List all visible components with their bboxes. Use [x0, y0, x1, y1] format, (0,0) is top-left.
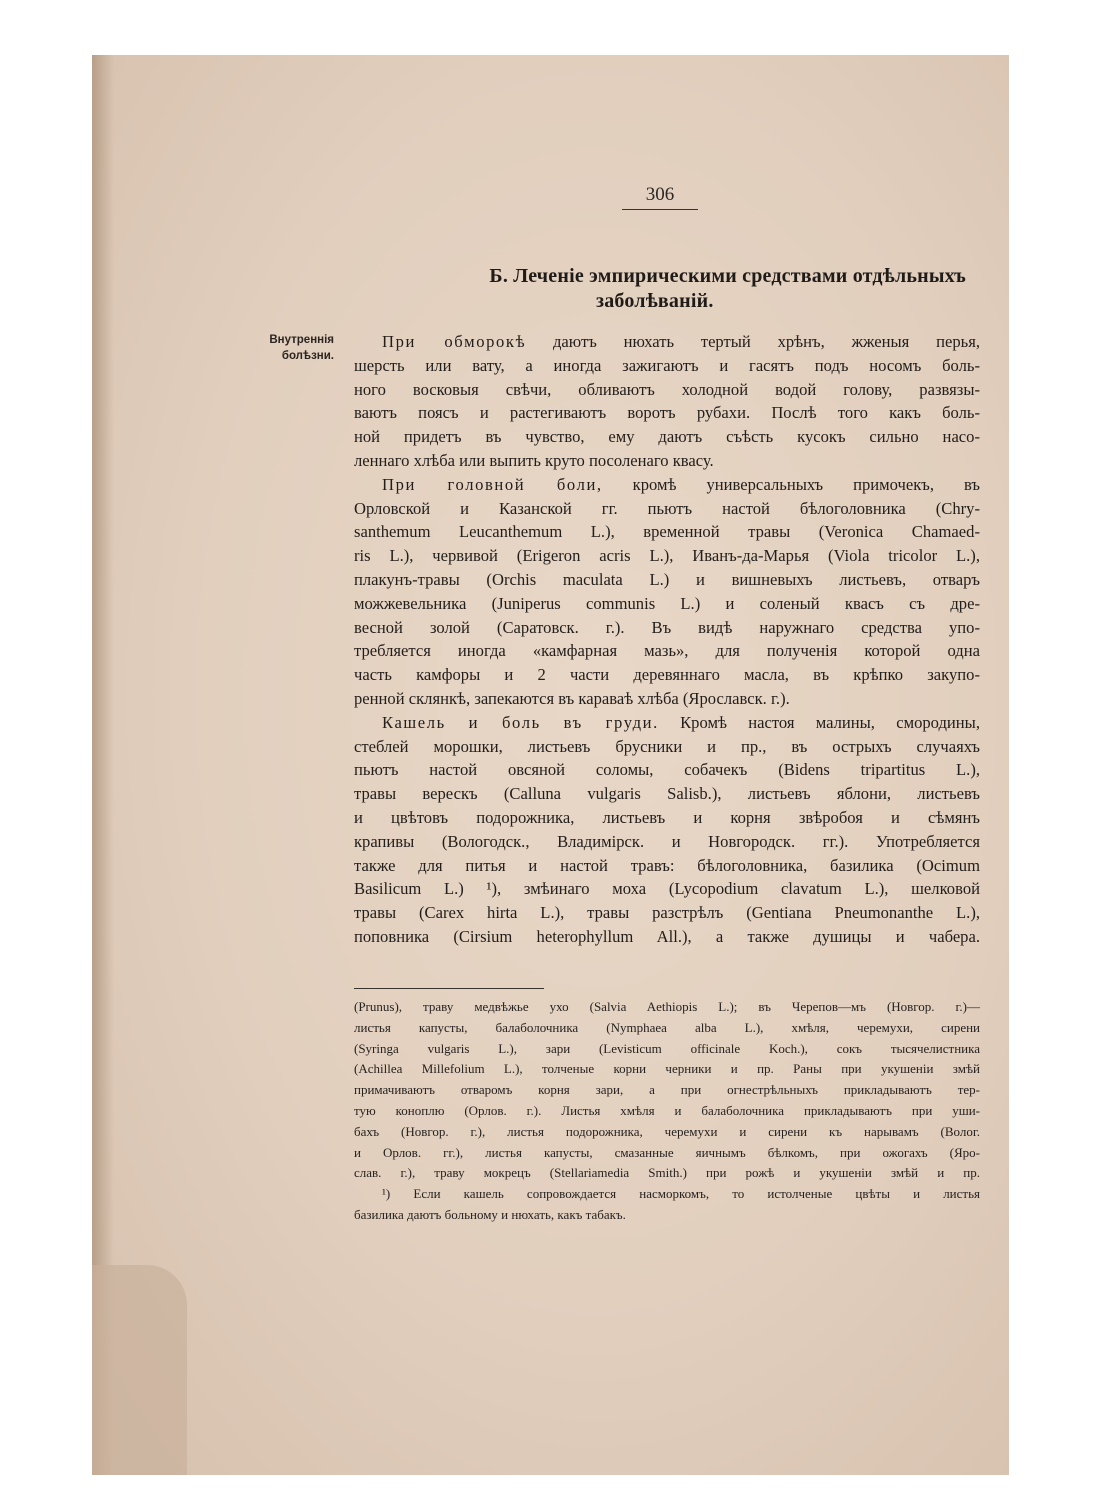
body-line: травы верескъ (Calluna vulgaris Salisb.), листьевъ яблони, листьевъ — [354, 784, 980, 804]
body-line: поповника (Cirsium heterophyllum All.), а также душицы и чабера. — [354, 926, 980, 946]
paragraph-lead: Кашель и боль въ груди. — [382, 712, 659, 732]
body-line: весной золой (Саратовск. г.). Въ видѣ наружнаго средства упо- — [354, 617, 980, 637]
body-line: ного восковыя свѣчи, обливаютъ холодной водой голову, развязы- — [354, 379, 980, 399]
footnote-line: слав. г.), траву мокрецъ (Stellariamedia Smith.) при рожѣ и укушеніи змѣй и пр. — [354, 1165, 980, 1181]
body-line: Орловской и Казанской гг. пьютъ настой бѣлоголовника (Chry- — [354, 498, 980, 518]
footnote-line: (Syringa vulgaris L.), зари (Levisticum officinale Koch.), сокъ тысячелистника — [354, 1040, 980, 1056]
body-line: пьютъ настой овсяной соломы, собачекъ (Bidens tripartitus L.), — [354, 760, 980, 780]
footnote-line: тую коноплю (Орлов. г.). Листья хмѣля и балаболочника прикладываютъ при уши- — [354, 1102, 980, 1118]
section-heading-line-2: заболѣваній. — [596, 290, 714, 312]
body-line: леннаго хлѣба или выпить круто посоленаго квасу. — [354, 450, 714, 470]
body-line: можжевельника (Juniperus communis L.) и соленый квасъ съ дре- — [354, 593, 980, 613]
footnote-line: базилика даютъ больному и нюхать, какъ табакъ. — [354, 1206, 626, 1222]
body-line: ной придетъ въ чувство, ему даютъ съѣсть кусокъ сильно насо- — [354, 427, 980, 447]
body-line: santhemum Leucanthemum L.), временной травы (Veronica Chamaed- — [354, 522, 980, 542]
section-heading — [370, 264, 970, 314]
binding-shadow — [92, 55, 114, 1475]
body-line: травы (Carex hirta L.), травы разстрѣлъ (Gentiana Pneumonanthe L.), — [354, 903, 980, 923]
body-line: требляется иногда «камфарная мазь», для полученія которой одна — [354, 641, 980, 661]
body-line: ренной склянкѣ, запекаются въ караваѣ хлѣба (Ярославск. г.). — [354, 688, 790, 708]
paper-stain — [92, 1265, 187, 1475]
body-line: часть камфоры и 2 части деревяннаго масла, въ крѣпко закупо- — [354, 665, 980, 685]
body-line: Кашель и боль въ груди. Кромѣ настоя малины, смородины, — [382, 712, 980, 732]
body-line: При обморокѣ даютъ нюхать тертый хрѣнъ, жженыя перья, — [382, 332, 980, 351]
margin-note-line-1: Внутреннія — [269, 334, 334, 346]
margin-note — [254, 332, 334, 364]
footnote-line: листья капусты, балаболочника (Nymphaea alba L.), хмѣля, черемухи, сирени — [354, 1019, 980, 1035]
footnote-line: ¹) Если кашель сопровождается насморкомъ, то истолченые цвѣты и листья — [382, 1186, 980, 1202]
body-line: также для питья и настой травъ: бѣлоголовника, базилика (Ocimum — [354, 855, 980, 875]
body-line: крапивы (Вологодск., Владимірск. и Новгородск. гг.). Употребляется — [354, 831, 980, 851]
paragraph-lead: При головной боли, — [382, 474, 603, 494]
footnote-line: и Орлов. гг.), листья капусты, смазанные яичнымъ бѣлкомъ, при ожогахъ (Яро- — [354, 1144, 980, 1160]
body-line: ris L.), червивой (Erigeron acris L.), Иванъ-да-Марья (Viola tricolor L.), — [354, 546, 980, 566]
footnotes — [354, 997, 980, 1226]
body-line: При головной боли, кромѣ универсальныхъ примочекъ, въ — [382, 474, 981, 494]
footnote-line: (Achillea Millefolium L.), толченые корни черники и пр. Раны при укушеніи змѣй — [354, 1061, 980, 1077]
body-line: и цвѣтовъ подорожника, листьевъ и корня звѣробоя и сѣмянъ — [354, 807, 980, 827]
page-number-rule — [622, 209, 698, 210]
body-line: ваютъ поясъ и растегиваютъ воротъ рубахи. Послѣ того какъ боль- — [354, 403, 980, 423]
body-text — [354, 330, 980, 949]
body-line: Basilicum L.) ¹), змѣинаго моха (Lycopodium clavatum L.), шелковой — [354, 879, 980, 899]
footnote-line: примачиваютъ отваромъ корня зари, а при огнестрѣльныхъ прикладываютъ тер- — [354, 1082, 980, 1098]
margin-note-line-2: болѣзни. — [281, 350, 334, 362]
footnote-line: (Prunus), траву медвѣжье ухо (Salvia Aethiopis L.); въ Черепов—мъ (Новгор. г.)— — [354, 999, 980, 1014]
body-line: плакунъ-травы (Orchis maculata L.) и вишневыхъ листьевъ, отваръ — [354, 569, 980, 589]
section-heading-line-1: Б. Леченіе эмпирическими средствами отдѣльныхъ — [489, 265, 966, 287]
paragraph-lead: При обморокѣ — [382, 332, 527, 351]
body-line: шерсть или вату, а иногда зажигаютъ и гасятъ подъ носомъ боль- — [354, 355, 980, 375]
body-line: стеблей морошки, листьевъ брусники и пр., въ острыхъ случаяхъ — [354, 736, 980, 756]
footnote-rule — [354, 988, 544, 989]
page-number: 306 — [645, 184, 675, 205]
footnote-line: бахъ (Новгор. г.), листья подорожника, черемухи и сирени къ нарывамъ (Волог. — [354, 1123, 980, 1139]
